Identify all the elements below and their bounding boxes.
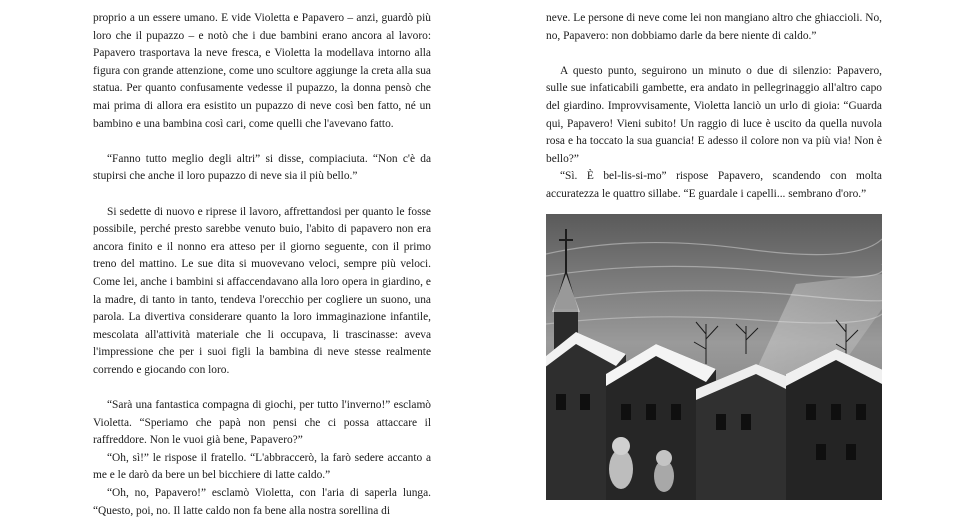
- paragraph: Si sedette di nuovo e riprese il lavoro, affrettandosi per quanto le fosse possibile, perché presto sarebbe venuto buio, l'abito di papavero non era ancora finito e il nonno era atteso per il giorno seguente, con il primo treno del mattino. Le sue dita si muovevano veloci, sempre più veloci. Come lei, anche i bambini si affaccendavano alla loro opera in giardino, e la madre, di tanto in tanto, tendeva l'orecchio per cogliere un suono, una parola. La divertiva considerare quanto la loro immaginazione infantile, mescolata all'attività materiale che li occupava, li trascinasse: aveva l'impressione che per i suoi figli la bambina di neve stesse realmente correndo e giocando con loro.: [93, 205, 431, 376]
- paragraph: “Sarà una fantastica compagna di giochi, per tutto l'inverno!” esclamò Violetta. “Speriamo che papà non pensi che ci possa attaccare il raffreddore. Non le vuoi già bene, Papavero?”: [93, 399, 431, 447]
- right-text-column: [546, 10, 882, 204]
- village-illustration: [546, 214, 882, 500]
- paragraph: A questo punto, seguirono un minuto o due di silenzio: Papavero, sulle sue infaticabili gambette, era andato in pellegrinaggio all'altro capo del giardino. Improvvisamente, Violetta lanciò un urlo di gioia: “Guarda qui, Papavero! Vieni subito! Un raggio di luce è uscito da quella nuvola rosa e ha toccato la sua guancia! E adesso il colore non va più via! Non è bello?”: [546, 64, 882, 165]
- paragraph: “Sì. È bel-lis-si-mo” rispose Papavero, scandendo con molta accuratezza le quattro sillabe. “E guardale i capelli... sembrano d'oro.”: [546, 170, 882, 200]
- paragraph: “Oh, sì!” le rispose il fratello. “L'abbraccerò, la farò sedere accanto a me e le darò da bere un bel bicchiere di latte caldo.”: [93, 451, 431, 482]
- paragraph: “Fanno tutto meglio degli altri” si disse, compiaciuta. “Non c'è da stupirsi che anche il loro pupazzo di neve sia il più bello.”: [93, 152, 431, 183]
- left-text-column: [93, 10, 431, 520]
- paragraph: “Oh, no, Papavero!” esclamò Violetta, con l'aria di saperla lunga. “Questo, poi, no. Il latte caldo non fa bene alla nostra sorellina di: [93, 487, 431, 517]
- illustration-drawing: [546, 214, 882, 500]
- paragraph: neve. Le persone di neve come lei non mangiano altro che ghiaccioli. No, no, Papavero: non dobbiamo darle da bere niente di caldo.”: [546, 12, 882, 42]
- paragraph: proprio a un essere umano. E vide Violetta e Papavero – anzi, guardò più loro che il pupazzo – e notò che i due bambini erano ancora al lavoro: Papavero trasportava la neve fresca, e Violetta la modellava intorno alla figura con grande attenzione, come uno scultore aggiunge la creta alla sua statua. Per quanto confusamente vedesse il pupazzo, la donna pensò che mai prima di allora era esistito un pupazzo di neve così ben fatto, né un bambino e una bambina così cari, come quelli che l'avevano fatto.: [93, 12, 431, 130]
